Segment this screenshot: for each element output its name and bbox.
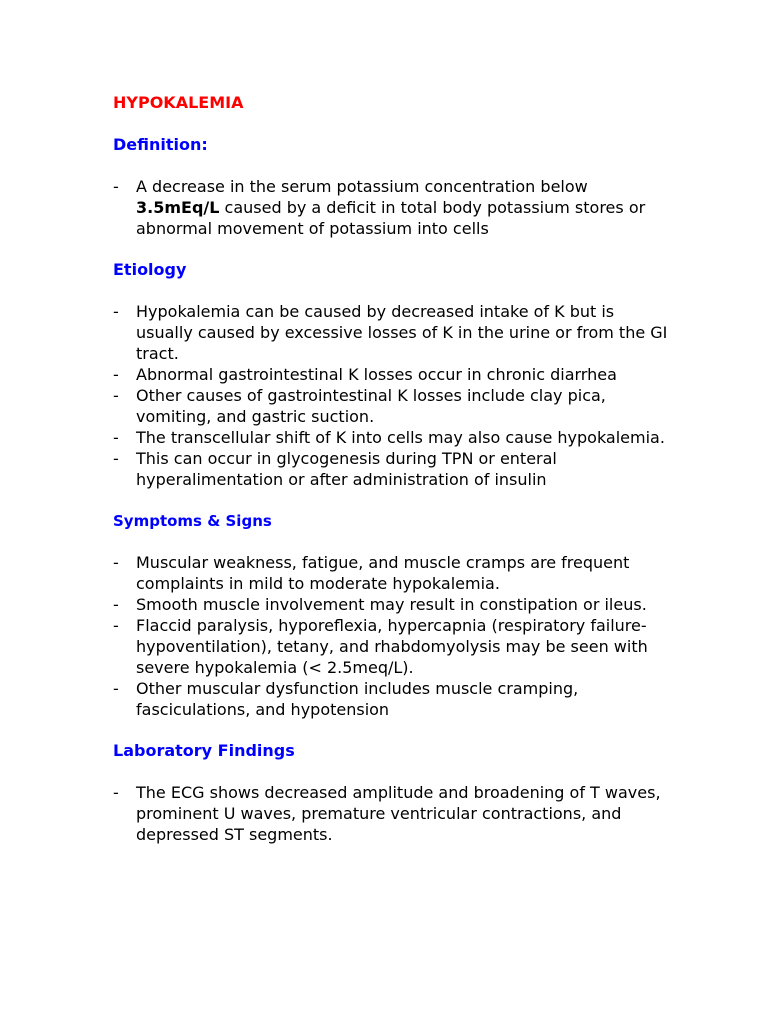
- bullet-marker: -: [113, 428, 119, 447]
- list-item-text: Abnormal gastrointestinal K losses occur in chronic diarrhea: [136, 365, 617, 384]
- bullet-marker: -: [113, 302, 119, 321]
- list-item: [113, 448, 673, 490]
- document-title: HYPOKALEMIA: [113, 93, 244, 112]
- etiology-list: [113, 301, 673, 490]
- list-item: [113, 782, 673, 845]
- bullet-marker: -: [113, 177, 119, 196]
- bullet-marker: -: [113, 449, 119, 468]
- list-item-text: Other muscular dysfunction includes muscle cramping, fasciculations, and hypotension: [136, 679, 579, 719]
- list-item: [113, 552, 673, 594]
- potassium-threshold: 3.5mEq/L: [136, 198, 220, 217]
- list-item: [113, 385, 673, 427]
- bullet-marker: -: [113, 553, 119, 572]
- list-item: [113, 678, 673, 720]
- list-item-text: The ECG shows decreased amplitude and broadening of T waves, prominent U waves, premature ventricular contractions, and depressed ST segments.: [136, 783, 661, 844]
- list-item: [113, 615, 673, 678]
- bullet-marker: -: [113, 365, 119, 384]
- list-item: [113, 594, 673, 615]
- list-item: [113, 301, 673, 364]
- list-item-text: This can occur in glycogenesis during TPN or enteral hyperalimentation or after administration of insulin: [136, 449, 557, 489]
- laboratory-list: [113, 782, 673, 845]
- list-item: [113, 364, 673, 385]
- section-heading-laboratory: Laboratory Findings: [113, 741, 295, 760]
- list-item-text: Flaccid paralysis, hyporeflexia, hypercapnia (respiratory failure-hypoventilation), tetany, and rhabdomyolysis may be seen with severe hypokalemia (< 2.5meq/L).: [136, 616, 648, 677]
- definition-text-before: A decrease in the serum potassium concentration below: [136, 177, 588, 196]
- section-heading-etiology: Etiology: [113, 260, 187, 279]
- bullet-marker: -: [113, 595, 119, 614]
- list-item: [113, 176, 673, 239]
- list-item: [113, 427, 673, 448]
- bullet-marker: -: [113, 616, 119, 635]
- list-item-text: The transcellular shift of K into cells may also cause hypokalemia.: [136, 428, 665, 447]
- definition-list: [113, 176, 673, 239]
- list-item-text: Smooth muscle involvement may result in constipation or ileus.: [136, 595, 647, 614]
- section-heading-definition: Definition:: [113, 135, 208, 154]
- definition-text-after: caused by a deficit in total body potassium stores or abnormal movement of potassium into cells: [136, 198, 646, 238]
- document-content: [113, 92, 673, 865]
- list-item-text: Other causes of gastrointestinal K losses include clay pica, vomiting, and gastric suction.: [136, 386, 606, 426]
- list-item-text: Hypokalemia can be caused by decreased intake of K but is usually caused by excessive losses of K in the urine or from the GI tract.: [136, 302, 668, 363]
- symptoms-list: [113, 552, 673, 720]
- section-heading-symptoms: Symptoms & Signs: [113, 512, 272, 530]
- bullet-marker: -: [113, 783, 119, 802]
- bullet-marker: -: [113, 679, 119, 698]
- list-item-text: Muscular weakness, fatigue, and muscle cramps are frequent complaints in mild to moderate hypokalemia.: [136, 553, 630, 593]
- bullet-marker: -: [113, 386, 119, 405]
